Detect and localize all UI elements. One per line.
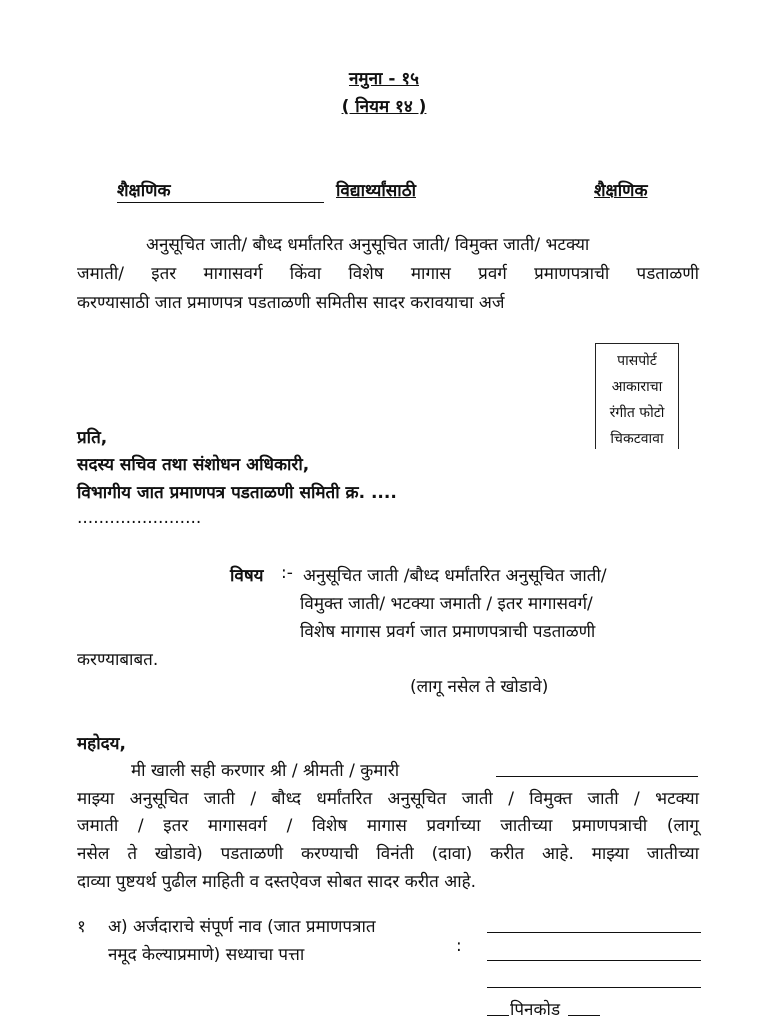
pincode-blank-line[interactable] — [568, 1015, 600, 1016]
pincode-lead-line — [487, 1015, 509, 1016]
subject-line-4: करण्याबाबत. — [77, 650, 159, 670]
item-1-line-1: अ) अर्जदाराचे संपूर्ण नाव (जात प्रमाणपत्रात — [108, 917, 376, 937]
subject-separator: :- — [281, 563, 293, 583]
addressee-line-1: सदस्य सचिव तथा संशोधन अधिकारी, — [77, 455, 310, 475]
body-line-2: माझ्या अनुसूचित जाती / बौध्द धर्मांतरित अनुसूचित जाती / विमुक्त जाती / भटक्या — [77, 789, 699, 809]
title-line-2: जमाती/ इतर मागासवर्ग किंवा विशेष मागास प्रवर्ग प्रमाणपत्राची पडताळणी — [77, 264, 699, 284]
item-1-colon: : — [456, 936, 462, 956]
photo-box-line-1: पासपोर्ट — [617, 353, 657, 369]
addressee-to: प्रति, — [77, 428, 108, 448]
body-line-5: दाव्या पुष्टयर्थ पुढील माहिती व दस्तऐवज सोबत सादर करीत आहे. — [77, 872, 477, 892]
subject-line-1: अनुसूचित जाती /बौध्द धर्मांतरित अनुसूचित जाती/ — [303, 566, 607, 586]
rule-number: ( नियम १४ ) — [341, 97, 427, 117]
category-left: शैक्षणिक — [117, 178, 324, 203]
subject-label: विषय — [230, 566, 264, 586]
category-right: शैक्षणिक — [594, 181, 648, 201]
subject-note: (लागू नसेल ते खोडावे) — [410, 677, 549, 697]
photo-box-line-4: चिकटवावा — [610, 431, 664, 447]
title-line-3: करण्यासाठी जात प्रमाणपत्र पडताळणी समितीस सादर करावयाचा अर्ज — [77, 293, 505, 313]
title-line-1: अनुसूचित जाती/ बौध्द धर्मांतरित अनुसूचित जाती/ विमुक्त जाती/ भटक्या — [146, 235, 590, 255]
body-line-4: नसेल ते खोडावे) पडताळणी करण्याची विनंती (दावा) करीत आहे. माझ्या जातीच्या — [77, 844, 699, 864]
subject-line-3: विशेष मागास प्रवर्ग जात प्रमाणपत्राची पडताळणी — [300, 622, 596, 642]
addressee-line-3: ....................... — [77, 508, 202, 528]
photo-box-line-2: आकाराचा — [611, 379, 663, 395]
addressee-line-2: विभागीय जात प्रमाणपत्र पडताळणी समिती क्र. .... — [77, 483, 397, 503]
salutation: महोदय, — [77, 734, 126, 754]
address-blank-line-1[interactable] — [487, 932, 701, 933]
item-1-number: १ — [77, 917, 86, 937]
body-line-3: जमाती / इतर मागासवर्ग / विशेष मागास प्रवर्गाच्या जातीच्या प्रमाणपत्राची (लागू — [77, 816, 699, 836]
address-blank-line-2[interactable] — [487, 960, 701, 961]
form-number: नमुना - १५ — [348, 69, 419, 89]
subject-line-2: विमुक्त जाती/ भटक्या जमाती / इतर मागासवर्ग/ — [300, 594, 593, 614]
photo-box-line-3: रंगीत फोटो — [609, 405, 665, 421]
item-1-line-2: नमूद केल्याप्रमाणे) सध्याचा पत्ता — [108, 945, 305, 965]
body-line-1: मी खाली सही करणार श्री / श्रीमती / कुमारी — [131, 761, 400, 781]
pincode-label: पिनकोड — [510, 1000, 561, 1020]
address-blank-line-3[interactable] — [487, 987, 701, 988]
name-blank-line[interactable] — [496, 776, 698, 777]
category-center: विद्यार्थ्यांसाठी — [336, 181, 416, 201]
photo-placeholder-box — [595, 343, 679, 449]
